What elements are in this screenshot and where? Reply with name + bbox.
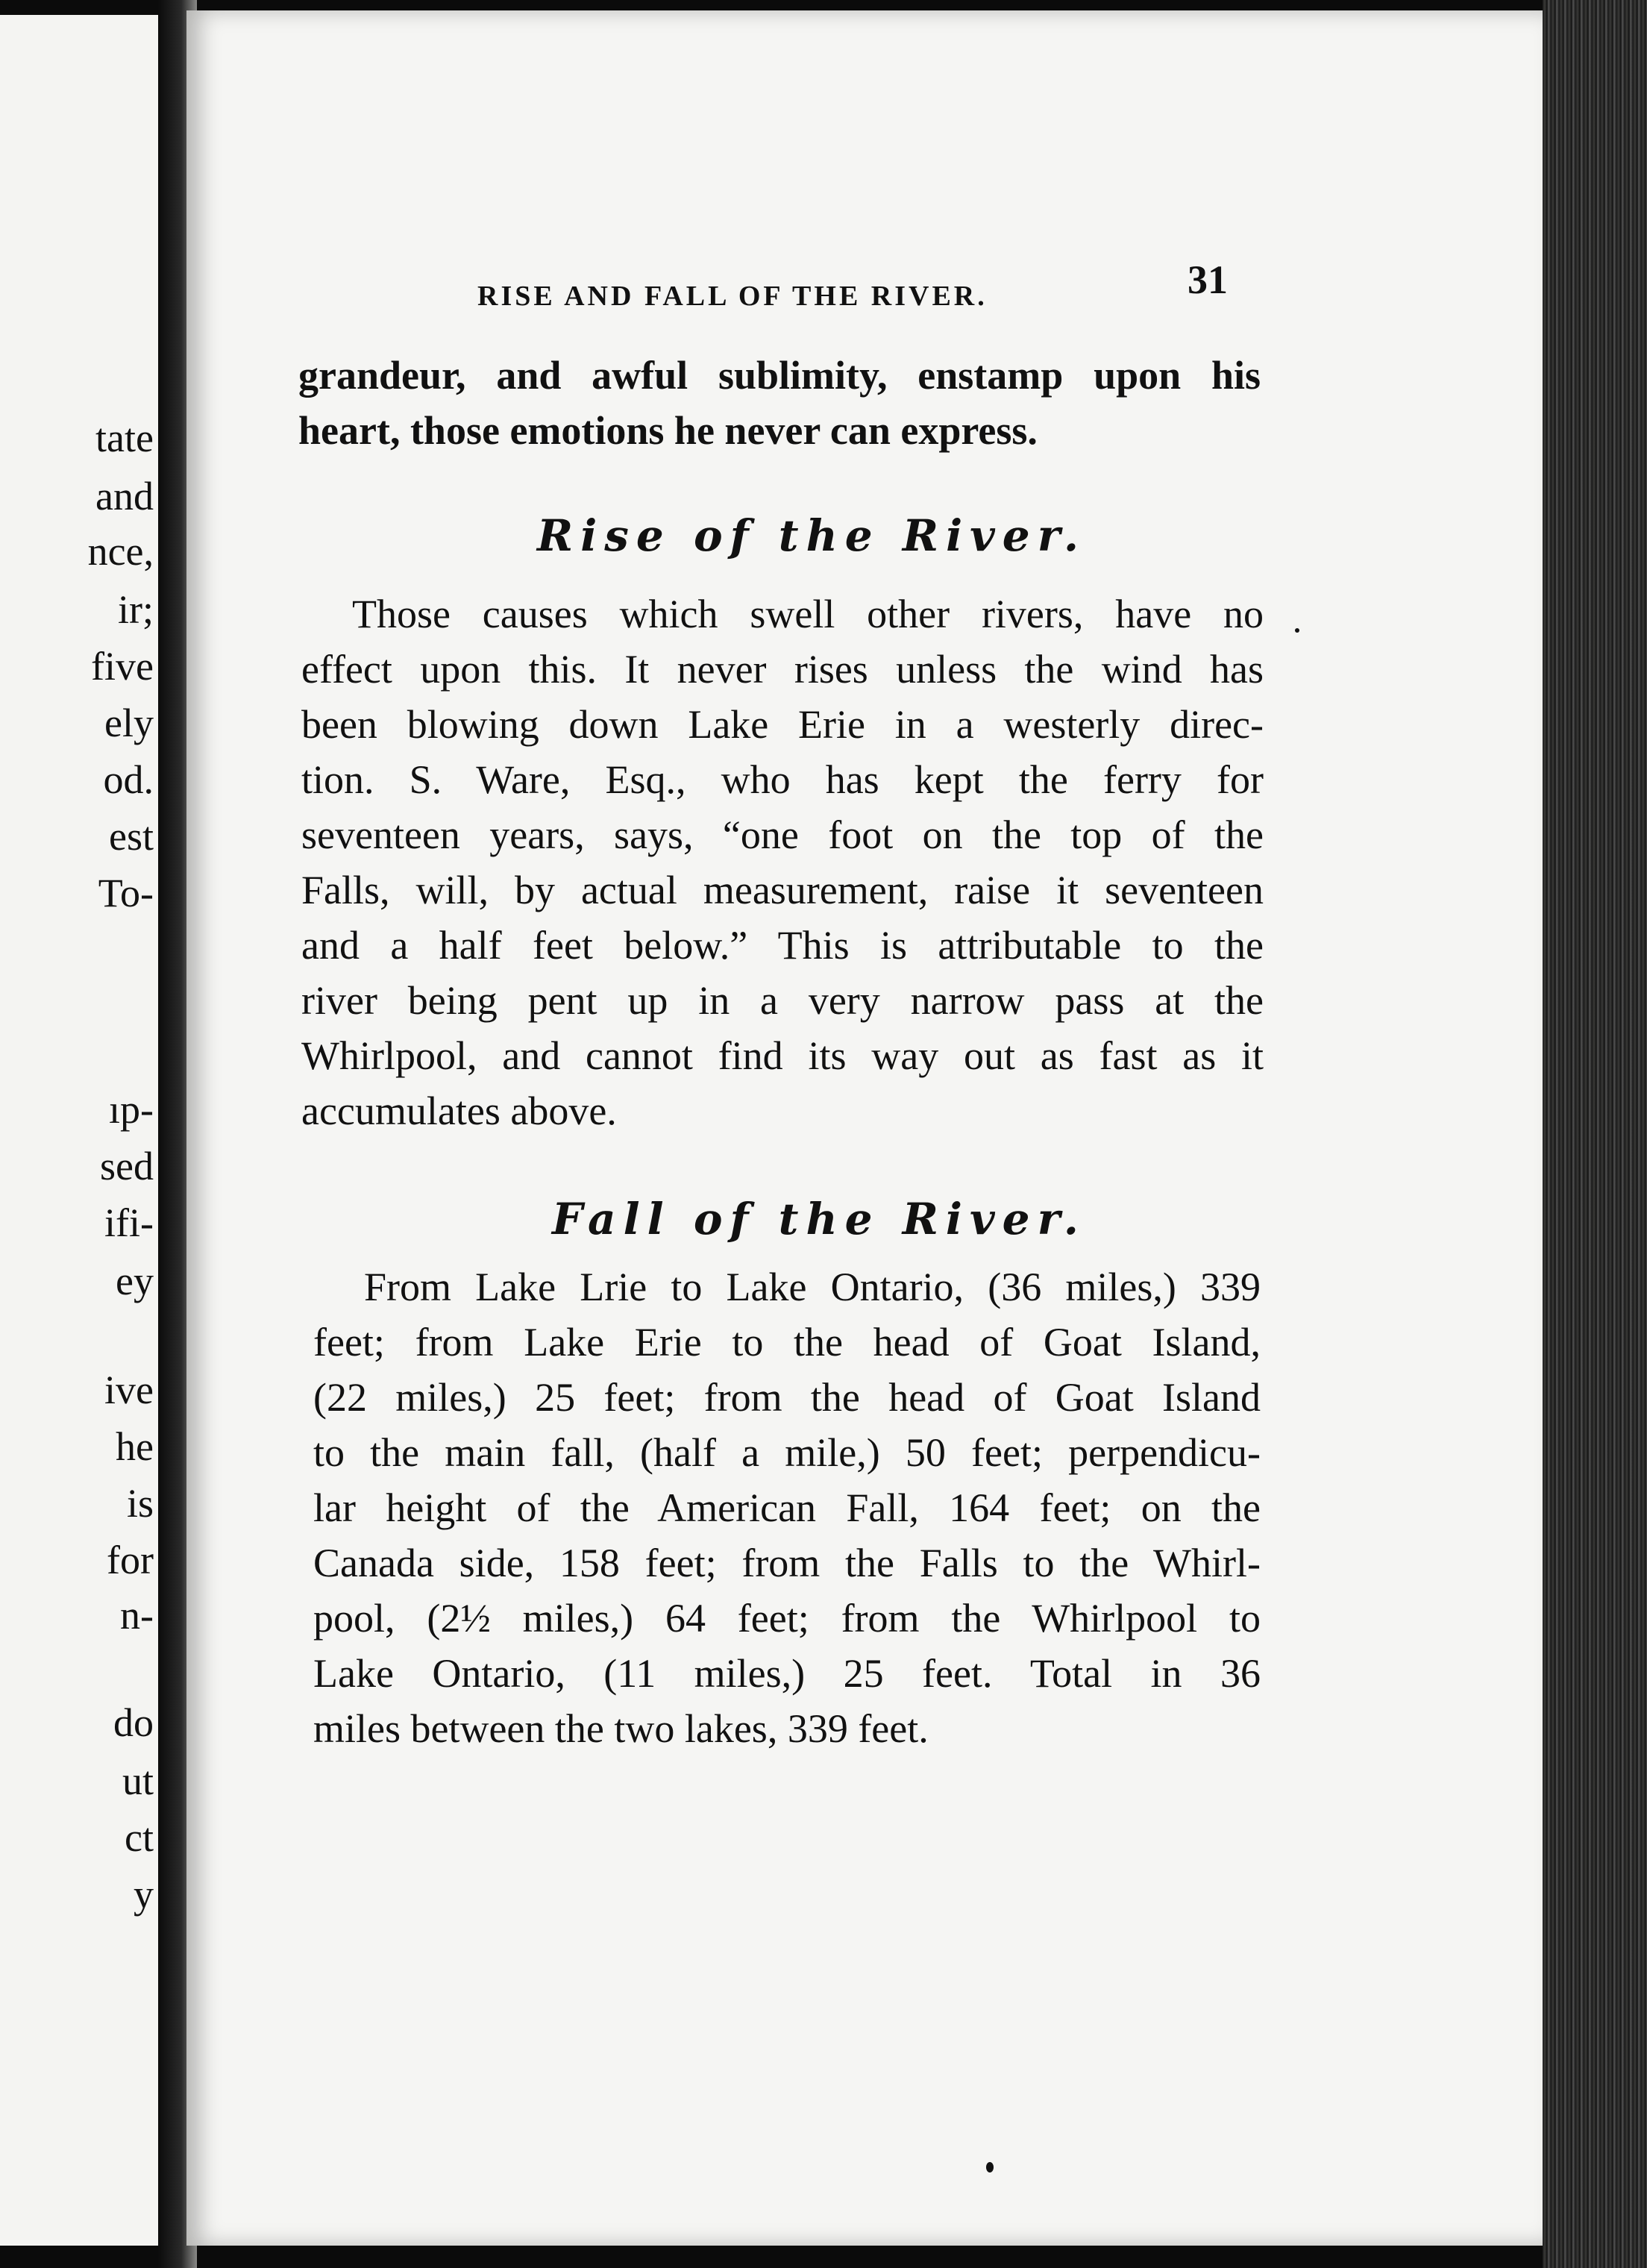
text-line: From Lake Lrie to Lake Ontario, (36 miles,) 339 <box>364 1265 1261 1309</box>
text-line: grandeur, and awful sublimity, enstamp upon his <box>298 353 1261 398</box>
text-line: and a half feet below.” This is attributable to the <box>301 923 1264 968</box>
left-page-fragment: To- <box>98 871 154 915</box>
left-page-fragment: od. <box>103 757 154 802</box>
ink-speck <box>986 2162 994 2173</box>
text-line: Falls, will, by actual measurement, raise it seventeen <box>301 868 1264 912</box>
section-heading-fall: Fall of the River. <box>552 1194 1086 1244</box>
fall-paragraph <box>313 1259 1261 1756</box>
rise-paragraph <box>301 586 1264 1138</box>
text-line: been blowing down Lake Erie in a westerly direc- <box>301 702 1264 747</box>
section-heading-rise: Rise of the River. <box>537 510 1087 561</box>
text-line: tion. S. Ware, Esq., who has kept the ferry for <box>301 757 1264 802</box>
left-page-fragment: is <box>126 1481 154 1526</box>
left-page-fragment: ct <box>125 1815 154 1860</box>
text-line: miles between the two lakes, 339 feet. <box>313 1706 929 1751</box>
text-line: pool, (2½ miles,) 64 feet; from the Whirlpool to <box>313 1596 1261 1641</box>
text-line: seventeen years, says, “one foot on the top of the <box>301 812 1264 857</box>
left-page-fragment: est <box>109 814 154 859</box>
left-page-fragment: ir; <box>118 587 154 632</box>
left-page-fragment: ive <box>104 1368 154 1412</box>
left-facing-page <box>0 15 158 2246</box>
left-page-fragment: ifi- <box>104 1200 154 1245</box>
text-line: Lake Ontario, (11 miles,) 25 feet. Total in 36 <box>313 1651 1261 1696</box>
text-line: (22 miles,) 25 feet; from the head of Goat Island <box>313 1375 1261 1420</box>
text-line: Canada side, 158 feet; from the Falls to the Whirl- <box>313 1541 1261 1585</box>
running-head: RISE AND FALL OF THE RIVER. <box>477 281 988 312</box>
left-page-fragment: y <box>134 1872 154 1917</box>
text-line: lar height of the American Fall, 164 feet; on the <box>313 1485 1261 1530</box>
text-line: Those causes which swell other rivers, have no <box>352 592 1264 636</box>
left-page-fragment: nce, <box>87 529 154 574</box>
page-number: 31 <box>1188 257 1228 302</box>
text-line: effect upon this. It never rises unless the wind has <box>301 647 1264 692</box>
left-page-fragment: five <box>91 644 154 689</box>
intro-paragraph <box>298 348 1261 458</box>
left-page-fragment: ut <box>122 1758 154 1803</box>
left-page-fragment: ıp- <box>109 1087 154 1132</box>
text-line: accumulates above. <box>301 1088 617 1133</box>
left-page-fragment: he <box>116 1424 154 1469</box>
ink-speck <box>1295 628 1299 633</box>
page-edges <box>1543 0 1647 2268</box>
left-page-fragment: and <box>95 474 154 519</box>
left-page-fragment: n- <box>120 1593 154 1638</box>
text-line: heart, those emotions he never can express. <box>298 408 1038 453</box>
text-line: feet; from Lake Erie to the head of Goat Island, <box>313 1320 1261 1365</box>
left-page-fragment: tate <box>95 416 154 460</box>
left-page-fragment: do <box>113 1700 154 1745</box>
left-page-fragment: ely <box>104 701 154 745</box>
left-page-fragment: sed <box>100 1144 154 1188</box>
text-line: river being pent up in a very narrow pass at the <box>301 978 1264 1023</box>
left-page-fragment: ey <box>116 1259 154 1303</box>
left-page-fragment: for <box>107 1538 154 1582</box>
text-line: to the main fall, (half a mile,) 50 feet; perpendicu- <box>313 1430 1261 1475</box>
text-line: Whirlpool, and cannot find its way out as fast as it <box>301 1033 1264 1078</box>
